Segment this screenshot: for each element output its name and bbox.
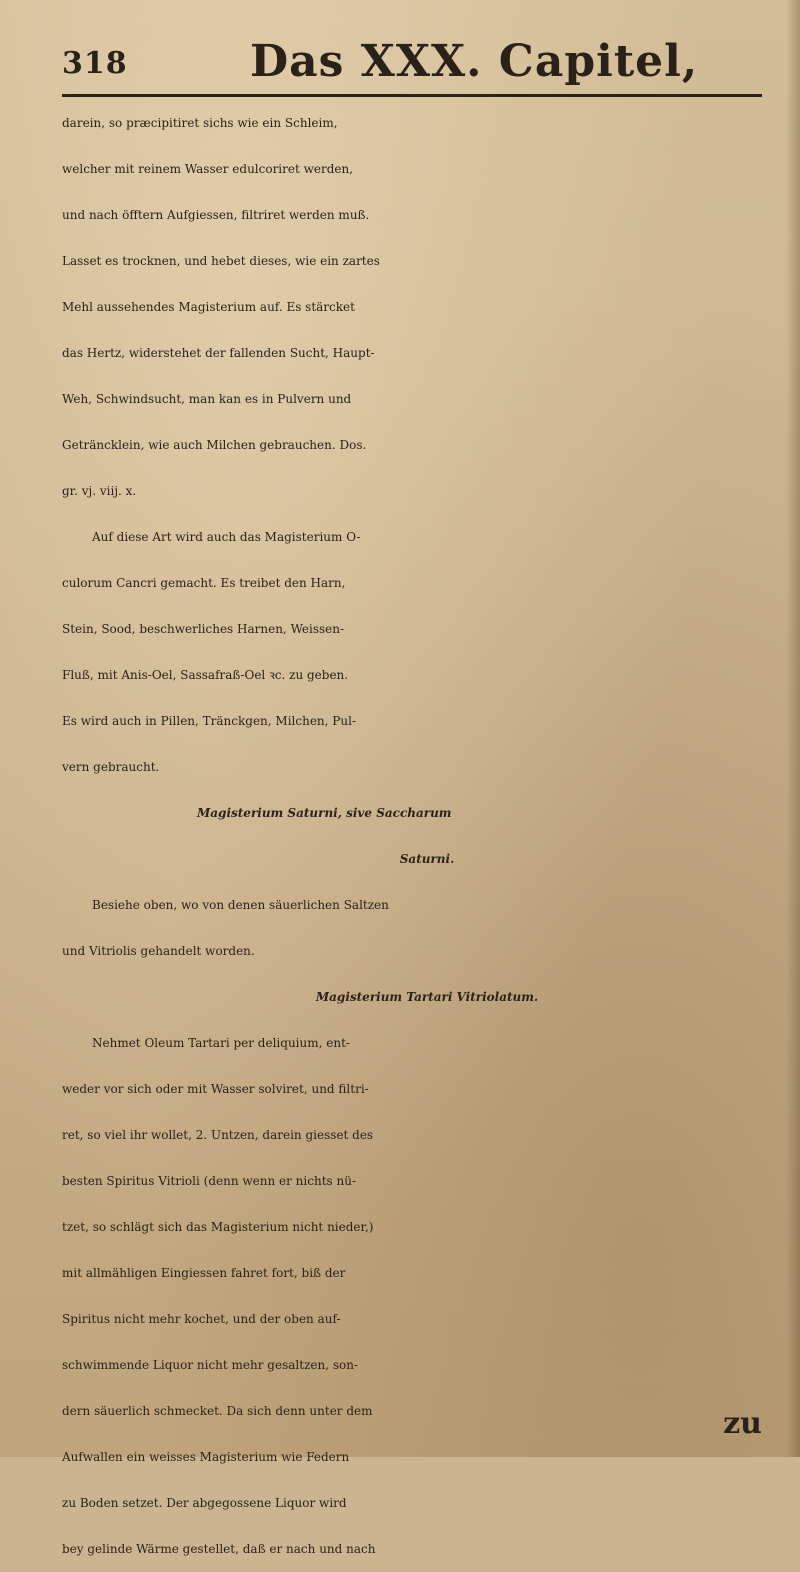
section-heading: Magisterium Tartari Vitriolatum.	[315, 990, 539, 1004]
section-heading: Magisterium Saturni, sive Saccharum	[197, 806, 452, 820]
dosage-line: gr. vj. viij. x.	[62, 484, 137, 498]
text-line: und Vitriolis gehandelt worden.	[62, 944, 255, 958]
body-text	[62, 100, 792, 1572]
text-line: welcher mit reinem Wasser edulcoriret werden,	[62, 162, 354, 176]
header-rule	[62, 94, 762, 97]
text-line: Geträncklein, wie auch Milchen gebrauchen. Dos.	[62, 438, 367, 452]
text-line: culorum Cancri gemacht. Es treibet den Harn,	[62, 576, 346, 590]
text-line: Besiehe oben, wo von denen säuerlichen Saltzen	[92, 898, 389, 912]
text-line: tzet, so schlägt sich das Magisterium nicht nieder,)	[62, 1220, 374, 1234]
text-line: dern säuerlich schmecket. Da sich denn unter dem	[62, 1404, 373, 1418]
text-line: und nach öfftern Aufgiessen, filtriret werden muß.	[62, 208, 370, 222]
text-line: Lasset es trocknen, und hebet dieses, wie ein zartes	[62, 254, 380, 268]
text-line: Spiritus nicht mehr kochet, und der oben auf-	[62, 1312, 341, 1326]
text-line: ret, so viel ihr wollet, 2. Untzen, darein giesset des	[62, 1128, 374, 1142]
text-line: das Hertz, widerstehet der fallenden Sucht, Haupt-	[62, 346, 375, 360]
text-line: Aufwallen ein weisses Magisterium wie Federn	[62, 1450, 350, 1464]
text-line: Auf diese Art wird auch das Magisterium O-	[92, 530, 361, 544]
text-line: bey gelinde Wärme gestellet, daß er nach und nach	[62, 1542, 376, 1556]
catchword: zu	[723, 1406, 762, 1441]
text-line: mit allmähligen Eingiessen fahret fort, biß der	[62, 1266, 346, 1280]
text-line: Es wird auch in Pillen, Tränckgen, Milchen, Pul-	[62, 714, 356, 728]
page-number: 318	[62, 46, 128, 81]
text-line: Fluß, mit Anis-Oel, Sassafraß-Oel ꝛc. zu geben.	[62, 668, 349, 682]
text-line: darein, so præcipitiret sichs wie ein Schleim,	[62, 116, 338, 130]
text-line: Weh, Schwindsucht, man kan es in Pulvern und	[62, 392, 352, 406]
text-line: Stein, Sood, beschwerliches Harnen, Weissen-	[62, 622, 345, 636]
text-line: zu Boden setzet. Der abgegossene Liquor wird	[62, 1496, 347, 1510]
text-line: Nehmet Oleum Tartari per deliquium, ent-	[92, 1036, 350, 1050]
text-line: vern gebraucht.	[62, 760, 160, 774]
text-line: Mehl aussehendes Magisterium auf. Es stärcket	[62, 300, 355, 314]
section-heading-cont: Saturni.	[399, 852, 455, 866]
text-line: weder vor sich oder mit Wasser solviret, und filtri-	[62, 1082, 369, 1096]
text-line: besten Spiritus Vitrioli (denn wenn er nichts nü-	[62, 1174, 357, 1188]
page-header	[62, 28, 782, 92]
text-line: schwimmende Liquor nicht mehr gesaltzen, son-	[62, 1358, 359, 1372]
running-head: Das XXX. Capitel,	[250, 36, 699, 87]
